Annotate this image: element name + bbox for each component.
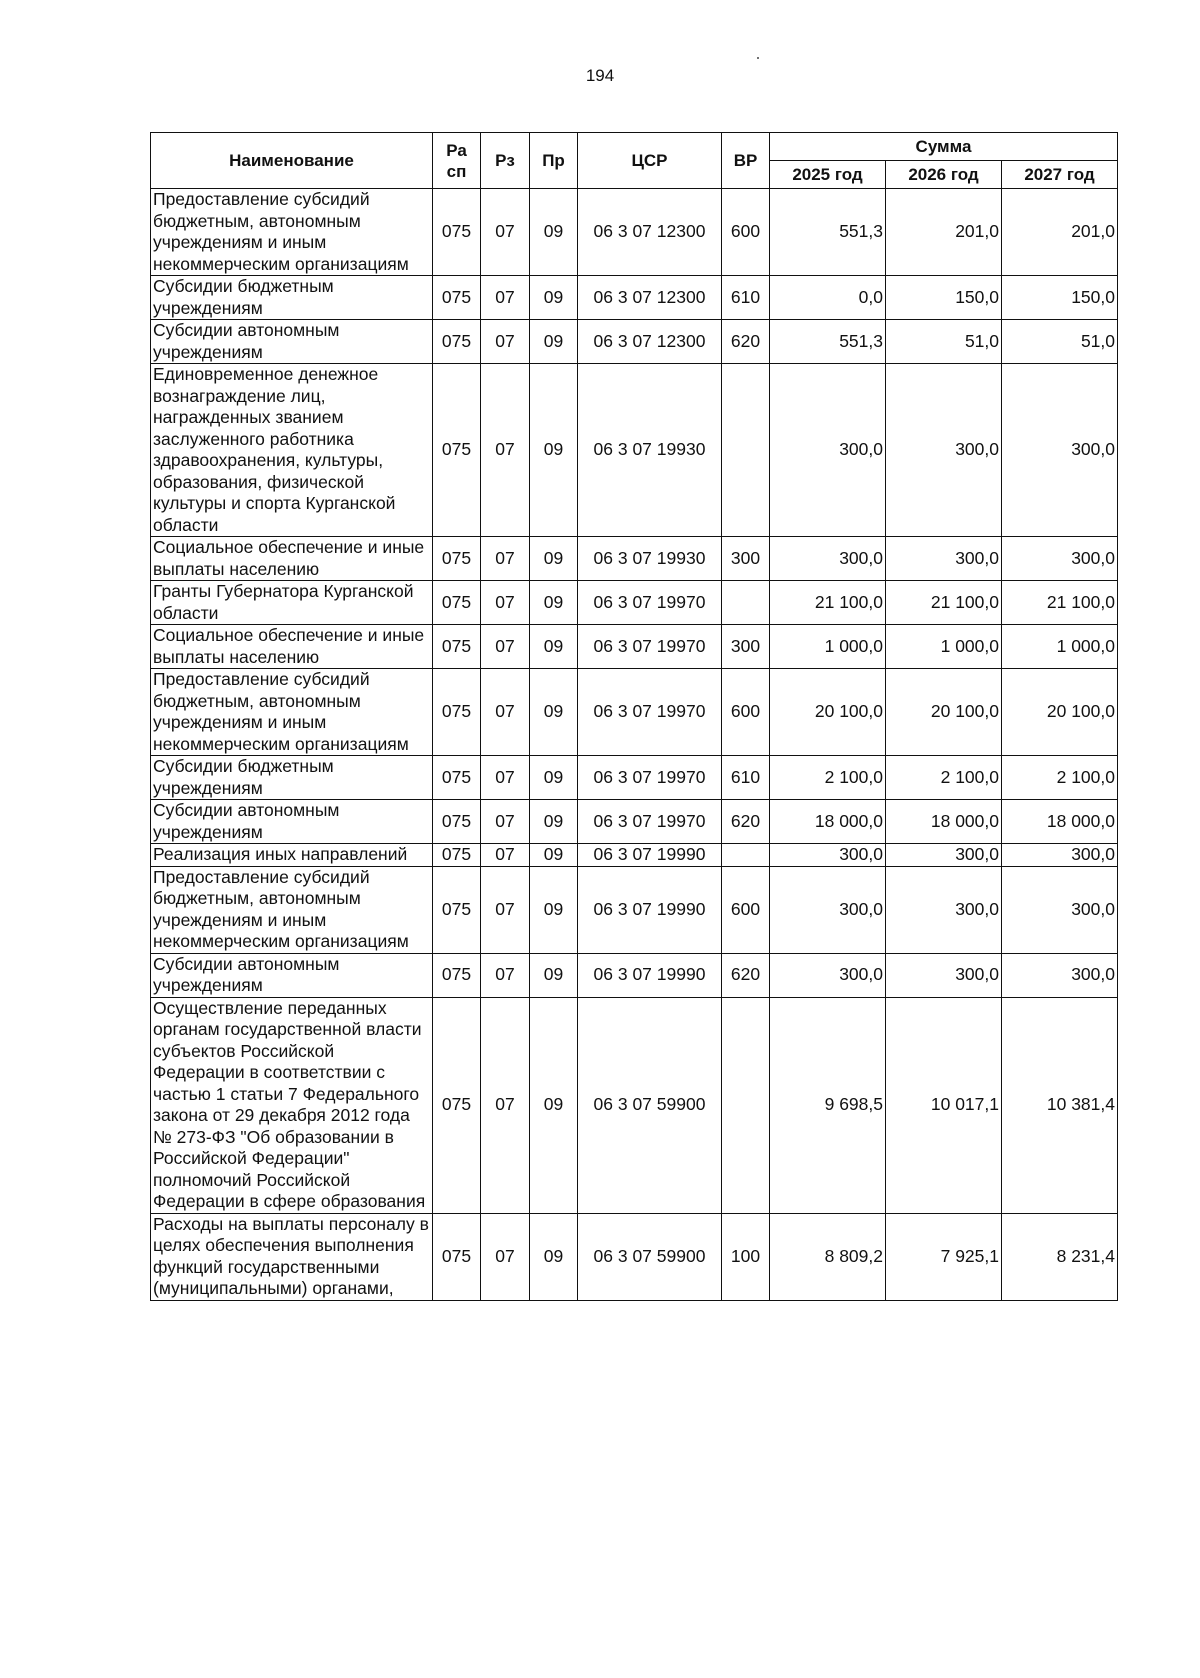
- scan-speck: [757, 57, 759, 59]
- row-pr: 09: [530, 625, 578, 669]
- row-rasp: 075: [433, 537, 481, 581]
- row-vr: 300: [722, 625, 770, 669]
- row-pr: 09: [530, 844, 578, 867]
- row-csr: 06 3 07 19970: [578, 625, 722, 669]
- row-sum-2026: 300,0: [886, 364, 1002, 537]
- row-sum-2027: 1 000,0: [1002, 625, 1118, 669]
- row-rz: 07: [481, 581, 530, 625]
- row-sum-2025: 18 000,0: [770, 800, 886, 844]
- table-row: [151, 866, 1118, 953]
- row-rz: 07: [481, 800, 530, 844]
- row-sum-2026: 20 100,0: [886, 669, 1002, 756]
- row-pr: 09: [530, 581, 578, 625]
- row-csr: 06 3 07 19990: [578, 844, 722, 867]
- row-name: Предоставление субсидий бюджетным, автономным учреждениям и иным некоммерческим организациям: [151, 669, 433, 756]
- row-vr: 600: [722, 189, 770, 276]
- table-row: [151, 756, 1118, 800]
- table-row: [151, 953, 1118, 997]
- row-name: Социальное обеспечение и иные выплаты населению: [151, 537, 433, 581]
- row-csr: 06 3 07 19970: [578, 756, 722, 800]
- table-row: [151, 364, 1118, 537]
- row-sum-2026: 51,0: [886, 320, 1002, 364]
- row-name: Реализация иных направлений: [151, 844, 433, 867]
- row-rz: 07: [481, 669, 530, 756]
- row-sum-2025: 1 000,0: [770, 625, 886, 669]
- row-sum-2027: 10 381,4: [1002, 997, 1118, 1213]
- table-row: [151, 625, 1118, 669]
- row-sum-2026: 300,0: [886, 866, 1002, 953]
- row-vr: [722, 844, 770, 867]
- row-sum-2025: 20 100,0: [770, 669, 886, 756]
- row-vr: 600: [722, 866, 770, 953]
- row-name: Осуществление переданных органам государственной власти субъектов Российской Федерации в соответствии с частью 1 статьи 7 Федерального закона от 29 декабря 2012 года № 273-ФЗ "Об образовании в Российской Федерации" полномочий Российской Федерации в сфере образования: [151, 997, 433, 1213]
- row-vr: 600: [722, 669, 770, 756]
- row-sum-2025: 300,0: [770, 844, 886, 867]
- row-sum-2025: 300,0: [770, 537, 886, 581]
- row-name: Социальное обеспечение и иные выплаты населению: [151, 625, 433, 669]
- row-rasp: 075: [433, 997, 481, 1213]
- row-pr: 09: [530, 800, 578, 844]
- row-sum-2026: 150,0: [886, 276, 1002, 320]
- row-csr: 06 3 07 19990: [578, 953, 722, 997]
- header-name: Наименование: [151, 133, 433, 189]
- row-sum-2026: 2 100,0: [886, 756, 1002, 800]
- row-sum-2025: 8 809,2: [770, 1213, 886, 1300]
- row-sum-2027: 150,0: [1002, 276, 1118, 320]
- row-rasp: 075: [433, 800, 481, 844]
- row-pr: 09: [530, 189, 578, 276]
- row-csr: 06 3 07 19970: [578, 800, 722, 844]
- row-vr: [722, 997, 770, 1213]
- row-csr: 06 3 07 12300: [578, 189, 722, 276]
- row-rz: 07: [481, 953, 530, 997]
- row-sum-2027: 300,0: [1002, 866, 1118, 953]
- row-pr: 09: [530, 276, 578, 320]
- row-rz: 07: [481, 364, 530, 537]
- header-csr: ЦСР: [578, 133, 722, 189]
- budget-table: [150, 132, 1118, 1301]
- row-sum-2026: 300,0: [886, 953, 1002, 997]
- row-rasp: 075: [433, 581, 481, 625]
- row-csr: 06 3 07 19990: [578, 866, 722, 953]
- row-rz: 07: [481, 866, 530, 953]
- table-row: [151, 997, 1118, 1213]
- row-pr: 09: [530, 866, 578, 953]
- row-pr: 09: [530, 1213, 578, 1300]
- row-sum-2025: 300,0: [770, 364, 886, 537]
- row-rasp: 075: [433, 953, 481, 997]
- row-csr: 06 3 07 12300: [578, 320, 722, 364]
- row-rasp: 075: [433, 189, 481, 276]
- row-name: Предоставление субсидий бюджетным, автономным учреждениям и иным некоммерческим организациям: [151, 189, 433, 276]
- row-sum-2025: 551,3: [770, 189, 886, 276]
- row-vr: 610: [722, 276, 770, 320]
- row-csr: 06 3 07 19930: [578, 537, 722, 581]
- row-sum-2026: 300,0: [886, 537, 1002, 581]
- row-rz: 07: [481, 625, 530, 669]
- row-name: Субсидии автономным учреждениям: [151, 320, 433, 364]
- table-row: [151, 276, 1118, 320]
- row-pr: 09: [530, 320, 578, 364]
- row-sum-2027: 201,0: [1002, 189, 1118, 276]
- row-sum-2025: 21 100,0: [770, 581, 886, 625]
- row-name: Субсидии автономным учреждениям: [151, 953, 433, 997]
- header-2027: 2027 год: [1002, 161, 1118, 189]
- header-vr: ВР: [722, 133, 770, 189]
- row-rz: 07: [481, 276, 530, 320]
- row-vr: 100: [722, 1213, 770, 1300]
- row-pr: 09: [530, 669, 578, 756]
- table-row: [151, 537, 1118, 581]
- row-name: Расходы на выплаты персоналу в целях обеспечения выполнения функций государственными (муниципальными) органами,: [151, 1213, 433, 1300]
- header-2026: 2026 год: [886, 161, 1002, 189]
- row-sum-2026: 201,0: [886, 189, 1002, 276]
- row-sum-2027: 8 231,4: [1002, 1213, 1118, 1300]
- row-rasp: 075: [433, 669, 481, 756]
- row-rasp: 075: [433, 844, 481, 867]
- row-pr: 09: [530, 953, 578, 997]
- row-name: Субсидии автономным учреждениям: [151, 800, 433, 844]
- row-sum-2027: 20 100,0: [1002, 669, 1118, 756]
- table-row: [151, 1213, 1118, 1300]
- table-row: [151, 320, 1118, 364]
- row-csr: 06 3 07 19970: [578, 669, 722, 756]
- row-rasp: 075: [433, 320, 481, 364]
- table-row: [151, 189, 1118, 276]
- row-vr: [722, 364, 770, 537]
- row-name: Предоставление субсидий бюджетным, автономным учреждениям и иным некоммерческим организациям: [151, 866, 433, 953]
- row-sum-2025: 300,0: [770, 866, 886, 953]
- row-rz: 07: [481, 189, 530, 276]
- row-rasp: 075: [433, 1213, 481, 1300]
- row-sum-2027: 300,0: [1002, 537, 1118, 581]
- header-rasp: Ра сп: [433, 133, 481, 189]
- table-row: [151, 669, 1118, 756]
- row-sum-2027: 21 100,0: [1002, 581, 1118, 625]
- row-sum-2025: 2 100,0: [770, 756, 886, 800]
- row-sum-2026: 300,0: [886, 844, 1002, 867]
- row-csr: 06 3 07 19930: [578, 364, 722, 537]
- row-vr: 300: [722, 537, 770, 581]
- row-sum-2026: 10 017,1: [886, 997, 1002, 1213]
- row-rz: 07: [481, 320, 530, 364]
- row-name: Субсидии бюджетным учреждениям: [151, 756, 433, 800]
- row-sum-2027: 18 000,0: [1002, 800, 1118, 844]
- row-csr: 06 3 07 59900: [578, 997, 722, 1213]
- row-sum-2027: 300,0: [1002, 364, 1118, 537]
- header-2025: 2025 год: [770, 161, 886, 189]
- row-rz: 07: [481, 844, 530, 867]
- row-rz: 07: [481, 756, 530, 800]
- page-number: 194: [585, 66, 615, 85]
- row-sum-2027: 300,0: [1002, 844, 1118, 867]
- table-row: [151, 800, 1118, 844]
- row-sum-2026: 18 000,0: [886, 800, 1002, 844]
- row-rasp: 075: [433, 866, 481, 953]
- row-sum-2027: 51,0: [1002, 320, 1118, 364]
- row-pr: 09: [530, 537, 578, 581]
- row-rasp: 075: [433, 364, 481, 537]
- row-sum-2027: 300,0: [1002, 953, 1118, 997]
- row-vr: 610: [722, 756, 770, 800]
- row-sum-2025: 551,3: [770, 320, 886, 364]
- table-row: [151, 844, 1118, 867]
- row-sum-2026: 7 925,1: [886, 1213, 1002, 1300]
- row-sum-2025: 0,0: [770, 276, 886, 320]
- row-rz: 07: [481, 1213, 530, 1300]
- row-name: Единовременное денежное вознаграждение лиц, награжденных званием заслуженного работника здравоохранения, культуры, образования, физической культуры и спорта Курганской области: [151, 364, 433, 537]
- row-sum-2025: 9 698,5: [770, 997, 886, 1213]
- row-name: Субсидии бюджетным учреждениям: [151, 276, 433, 320]
- row-sum-2026: 1 000,0: [886, 625, 1002, 669]
- row-pr: 09: [530, 756, 578, 800]
- header-pr: Пр: [530, 133, 578, 189]
- row-vr: 620: [722, 953, 770, 997]
- row-csr: 06 3 07 12300: [578, 276, 722, 320]
- row-sum-2025: 300,0: [770, 953, 886, 997]
- row-vr: 620: [722, 800, 770, 844]
- row-vr: [722, 581, 770, 625]
- row-rasp: 075: [433, 756, 481, 800]
- row-vr: 620: [722, 320, 770, 364]
- row-csr: 06 3 07 59900: [578, 1213, 722, 1300]
- row-rz: 07: [481, 537, 530, 581]
- row-rz: 07: [481, 997, 530, 1213]
- row-pr: 09: [530, 997, 578, 1213]
- table-row: [151, 581, 1118, 625]
- row-name: Гранты Губернатора Курганской области: [151, 581, 433, 625]
- row-csr: 06 3 07 19970: [578, 581, 722, 625]
- header-sum: Сумма: [770, 133, 1118, 161]
- row-sum-2026: 21 100,0: [886, 581, 1002, 625]
- row-rasp: 075: [433, 276, 481, 320]
- row-pr: 09: [530, 364, 578, 537]
- row-sum-2027: 2 100,0: [1002, 756, 1118, 800]
- header-rz: Рз: [481, 133, 530, 189]
- row-rasp: 075: [433, 625, 481, 669]
